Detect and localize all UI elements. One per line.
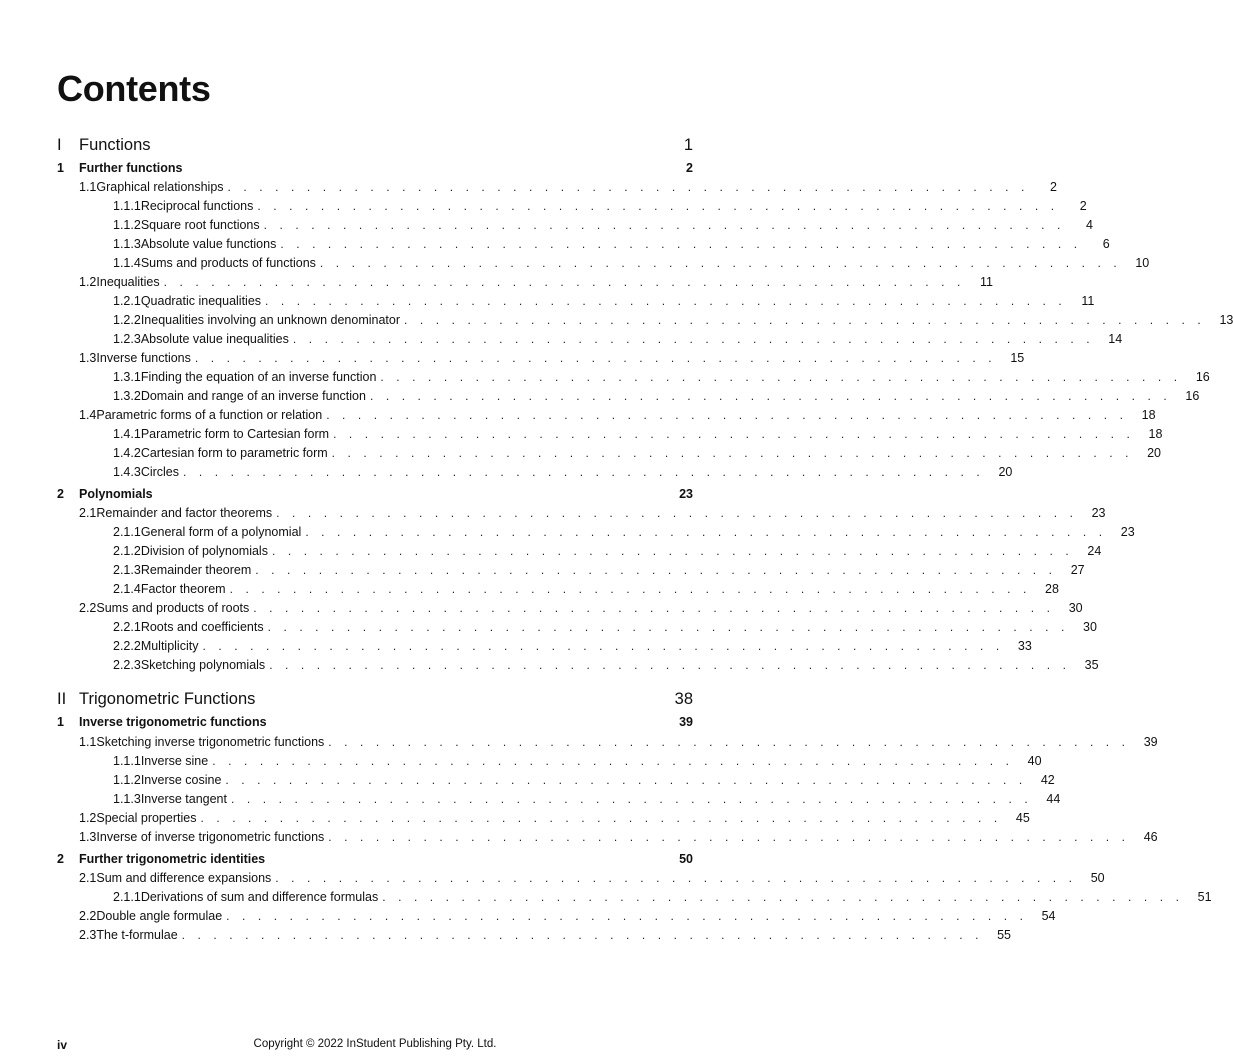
subsection-number: 1.4.1 <box>113 427 141 441</box>
subsection-page: 20 <box>1147 446 1162 460</box>
chapter-page: 23 <box>679 487 693 501</box>
subsection-number: 1.1.3 <box>113 237 141 251</box>
toc-subsection[interactable] <box>57 563 1085 577</box>
toc-subsection[interactable] <box>57 544 1102 558</box>
dot-leader: . . . . . . . . . . . . . . . . . . . . . . . . . . . . . . . . . . . . . . . . . . . . . . . . . . . <box>226 909 1028 923</box>
section-page: 50 <box>1090 871 1105 885</box>
section-title: Special properties <box>96 811 197 825</box>
subsection-title: Absolute value functions <box>140 237 277 251</box>
section-number: 2.1 <box>79 506 97 520</box>
toc-subsection[interactable] <box>57 620 1097 634</box>
section-title: Inequalities <box>96 275 160 289</box>
dot-leader: . . . . . . . . . . . . . . . . . . . . . . . . . . . . . . . . . . . . . . . . . . . . . . . . . . . <box>230 792 1033 806</box>
toc-subsection[interactable] <box>57 639 1032 653</box>
subsection-title: Roots and coefficients <box>140 620 264 634</box>
subsection-title: Sums and products of functions <box>140 256 316 270</box>
subsection-number: 1.1.1 <box>113 199 141 213</box>
dot-leader: . . . . . . . . . . . . . . . . . . . . . . . . . . . . . . . . . . . . . . . . . . . . . . . . . . . <box>202 639 1004 653</box>
chapter-number: 2 <box>57 487 64 501</box>
section-number: 1.3 <box>79 351 97 365</box>
subsection-title: Reciprocal functions <box>140 199 254 213</box>
toc-chapter[interactable] <box>57 852 693 866</box>
subsection-page: 28 <box>1045 582 1059 596</box>
subsection-number: 2.2.2 <box>113 639 141 653</box>
toc-part[interactable] <box>57 690 693 709</box>
section-number: 2.3 <box>79 928 97 942</box>
chapter-page: 39 <box>679 715 693 729</box>
subsection-page: 42 <box>1040 773 1055 787</box>
section-title: Sketching inverse trigonometric functions <box>96 735 325 749</box>
section-page: 55 <box>997 928 1012 942</box>
section-number: 1.1 <box>79 180 97 194</box>
toc-section[interactable] <box>57 275 993 289</box>
section-number: 1.4 <box>79 408 97 422</box>
subsection-page: 44 <box>1046 792 1061 806</box>
section-title: Parametric forms of a function or relation <box>96 408 323 422</box>
subsection-number: 2.1.4 <box>113 582 141 596</box>
copyright-notice: Copyright © 2022 InStudent Publishing Pty. Ltd. <box>253 1038 497 1050</box>
section-title: Graphical relationships <box>96 180 224 194</box>
part-title: Trigonometric Functions <box>79 690 256 708</box>
section-page: 45 <box>1015 811 1030 825</box>
subsection-page: 33 <box>1017 639 1032 653</box>
toc-subsection[interactable] <box>57 370 1210 384</box>
section-title: Inverse of inverse trigonometric functions <box>96 830 325 844</box>
toc-section[interactable] <box>57 180 1057 194</box>
subsection-title: Absolute value inequalities <box>140 332 289 346</box>
dot-leader: . . . . . . . . . . . . . . . . . . . . . . . . . . . . . . . . . . . . . . . . . . . . . . . . . . . <box>292 332 1095 346</box>
subsection-page: 16 <box>1185 389 1200 403</box>
subsection-number: 1.1.2 <box>113 773 141 787</box>
dot-leader: . . . . . . . . . . . . . . . . . . . . . . . . . . . . . . . . . . . . . . . . . . . . . . . . . . . <box>305 525 1107 539</box>
toc-chapter[interactable] <box>57 715 693 729</box>
subsection-title: Cartesian form to parametric form <box>140 446 328 460</box>
dot-leader: . . . . . . . . . . . . . . . . . . . . . . . . . . . . . . . . . . . . . . . . . . . . . . . . . . . <box>326 408 1128 422</box>
toc-section[interactable] <box>57 408 1156 422</box>
subsection-number: 1.3.1 <box>113 370 141 384</box>
toc-subsection[interactable] <box>57 582 1059 596</box>
chapter-title: Further trigonometric identities <box>79 852 266 866</box>
toc-chapter[interactable] <box>57 487 693 501</box>
section-title: Sum and difference expansions <box>96 871 272 885</box>
chapter-number: 2 <box>57 852 64 866</box>
dot-leader: . . . . . . . . . . . . . . . . . . . . . . . . . . . . . . . . . . . . . . . . . . . . . . . . . . . <box>265 294 1067 308</box>
subsection-number: 2.1.1 <box>113 890 141 904</box>
section-title: Remainder and factor theorems <box>96 506 273 520</box>
chapter-number: 1 <box>57 715 64 729</box>
toc-subsection[interactable] <box>57 658 1099 672</box>
toc-chapter[interactable] <box>57 161 693 175</box>
toc-section[interactable] <box>57 735 1158 749</box>
dot-leader: . . . . . . . . . . . . . . . . . . . . . . . . . . . . . . . . . . . . . . . . . . . . . . . . . . . <box>263 218 1065 232</box>
dot-leader: . . . . . . . . . . . . . . . . . . . . . . . . . . . . . . . . . . . . . . . . . . . . . . . . . . . <box>380 370 1182 384</box>
toc-subsection[interactable] <box>57 446 1162 460</box>
dot-leader: . . . . . . . . . . . . . . . . . . . . . . . . . . . . . . . . . . . . . . . . . . . . . . . . . . . <box>194 351 997 365</box>
subsection-title: Inequalities involving an unknown denominator <box>140 313 401 327</box>
toc-subsection[interactable] <box>57 237 1110 251</box>
toc-section[interactable] <box>57 871 1105 885</box>
part-number: II <box>57 690 67 708</box>
subsection-number: 2.1.1 <box>113 525 141 539</box>
page-number: iv <box>57 1038 68 1052</box>
subsection-number: 1.2.1 <box>113 294 141 308</box>
subsection-title: General form of a polynomial <box>140 525 302 539</box>
dot-leader: . . . . . . . . . . . . . . . . . . . . . . . . . . . . . . . . . . . . . . . . . . . . . . . . . . . <box>225 773 1027 787</box>
subsection-page: 23 <box>1120 525 1135 539</box>
section-page: 11 <box>980 275 993 289</box>
section-number: 1.2 <box>79 811 97 825</box>
subsection-title: Multiplicity <box>140 639 199 653</box>
section-title: Sums and products of roots <box>96 601 250 615</box>
subsection-title: Inverse sine <box>140 754 209 768</box>
section-title: The t-formulae <box>96 928 178 942</box>
subsection-title: Parametric form to Cartesian form <box>140 427 330 441</box>
section-page: 39 <box>1143 735 1158 749</box>
subsection-title: Quadratic inequalities <box>140 294 262 308</box>
toc-subsection[interactable] <box>57 199 1087 213</box>
subsection-page: 20 <box>998 465 1013 479</box>
part-title: Functions <box>79 136 151 154</box>
subsection-number: 1.1.2 <box>113 218 141 232</box>
part-page: 1 <box>683 136 693 154</box>
toc-section[interactable] <box>57 909 1056 923</box>
subsection-number: 2.2.1 <box>113 620 141 634</box>
subsection-page: 2 <box>1079 199 1087 213</box>
toc-section[interactable] <box>57 351 1025 365</box>
toc-subsection[interactable] <box>57 465 1013 479</box>
toc-section[interactable] <box>57 928 1012 942</box>
dot-leader: . . . . . . . . . . . . . . . . . . . . . . . . . . . . . . . . . . . . . . . . . . . . . . . . . . . <box>328 735 1130 749</box>
section-number: 1.3 <box>79 830 97 844</box>
dot-leader: . . . . . . . . . . . . . . . . . . . . . . . . . . . . . . . . . . . . . . . . . . . . . . . . . . . <box>267 620 1069 634</box>
subsection-page: 11 <box>1081 294 1095 308</box>
toc-subsection[interactable] <box>57 890 1212 904</box>
dot-leader: . . . . . . . . . . . . . . . . . . . . . . . . . . . . . . . . . . . . . . . . . . . . . . . . . . . <box>183 465 985 479</box>
section-number: 2.1 <box>79 871 97 885</box>
subsection-page: 13 <box>1219 313 1233 327</box>
dot-leader: . . . . . . . . . . . . . . . . . . . . . . . . . . . . . . . . . . . . . . . . . . . . . . . . . . . <box>181 928 984 942</box>
toc-subsection[interactable] <box>57 773 1055 787</box>
subsection-title: Domain and range of an inverse function <box>140 389 366 403</box>
toc-subsection[interactable] <box>57 218 1093 232</box>
chapter-number: 1 <box>57 161 64 175</box>
subsection-title: Circles <box>140 465 180 479</box>
subsection-number: 1.1.3 <box>113 792 141 806</box>
section-page: 46 <box>1143 830 1158 844</box>
dot-leader: . . . . . . . . . . . . . . . . . . . . . . . . . . . . . . . . . . . . . . . . . . . . . . . . . . . <box>369 389 1172 403</box>
dot-leader: . . . . . . . . . . . . . . . . . . . . . . . . . . . . . . . . . . . . . . . . . . . . . . . . . . . <box>280 237 1082 251</box>
dot-leader: . . . . . . . . . . . . . . . . . . . . . . . . . . . . . . . . . . . . . . . . . . . . . . . . . . . <box>257 199 1059 213</box>
dot-leader: . . . . . . . . . . . . . . . . . . . . . . . . . . . . . . . . . . . . . . . . . . . . . . . . . . . <box>229 582 1031 596</box>
subsection-title: Inverse cosine <box>140 773 222 787</box>
chapter-title: Inverse trigonometric functions <box>79 715 267 729</box>
dot-leader: . . . . . . . . . . . . . . . . . . . . . . . . . . . . . . . . . . . . . . . . . . . . . . . . . . . <box>331 446 1134 460</box>
dot-leader: . . . . . . . . . . . . . . . . . . . . . . . . . . . . . . . . . . . . . . . . . . . . . . . . . . . <box>275 871 1077 885</box>
chapter-title: Polynomials <box>79 487 153 501</box>
subsection-title: Finding the equation of an inverse function <box>140 370 377 384</box>
subsection-title: Derivations of sum and difference formulas <box>140 890 379 904</box>
toc-subsection[interactable] <box>57 389 1200 403</box>
subsection-title: Square root functions <box>140 218 260 232</box>
section-title: Double angle formulae <box>96 909 223 923</box>
toc-subsection[interactable] <box>57 427 1163 441</box>
section-page: 15 <box>1010 351 1025 365</box>
section-number: 2.2 <box>79 601 97 615</box>
dot-leader: . . . . . . . . . . . . . . . . . . . . . . . . . . . . . . . . . . . . . . . . . . . . . . . . . . . <box>276 506 1078 520</box>
subsection-page: 18 <box>1148 427 1163 441</box>
dot-leader: . . . . . . . . . . . . . . . . . . . . . . . . . . . . . . . . . . . . . . . . . . . . . . . . . . . <box>319 256 1122 270</box>
toc-section[interactable] <box>57 506 1106 520</box>
dot-leader: . . . . . . . . . . . . . . . . . . . . . . . . . . . . . . . . . . . . . . . . . . . . . . . . . . . <box>255 563 1057 577</box>
subsection-number: 2.1.2 <box>113 544 141 558</box>
dot-leader: . . . . . . . . . . . . . . . . . . . . . . . . . . . . . . . . . . . . . . . . . . . . . . . . . . . <box>253 601 1055 615</box>
section-number: 1.2 <box>79 275 97 289</box>
subsection-title: Sketching polynomials <box>140 658 266 672</box>
section-page: 30 <box>1068 601 1083 615</box>
subsection-page: 10 <box>1135 256 1150 270</box>
subsection-title: Remainder theorem <box>140 563 252 577</box>
subsection-page: 51 <box>1197 890 1212 904</box>
subsection-number: 1.3.2 <box>113 389 141 403</box>
subsection-number: 2.1.3 <box>113 563 141 577</box>
part-page: 38 <box>674 690 693 708</box>
toc-section[interactable] <box>57 830 1158 844</box>
subsection-page: 35 <box>1084 658 1099 672</box>
dot-leader: . . . . . . . . . . . . . . . . . . . . . . . . . . . . . . . . . . . . . . . . . . . . . . . . . . . <box>163 275 965 289</box>
page-title: Contents <box>57 68 211 109</box>
subsection-page: 27 <box>1070 563 1085 577</box>
section-title: Inverse functions <box>96 351 191 365</box>
subsection-title: Factor theorem <box>140 582 226 596</box>
subsection-number: 1.1.4 <box>113 256 141 270</box>
toc-subsection[interactable] <box>57 294 1095 308</box>
section-page: 2 <box>1049 180 1057 194</box>
dot-leader: . . . . . . . . . . . . . . . . . . . . . . . . . . . . . . . . . . . . . . . . . . . . . . . . . . . <box>333 427 1135 441</box>
dot-leader: . . . . . . . . . . . . . . . . . . . . . . . . . . . . . . . . . . . . . . . . . . . . . . . . . . . <box>227 180 1029 194</box>
subsection-page: 4 <box>1086 218 1093 232</box>
subsection-page: 14 <box>1108 332 1123 346</box>
toc-subsection[interactable] <box>57 754 1042 768</box>
toc-section[interactable] <box>57 601 1083 615</box>
chapter-page: 2 <box>686 161 693 175</box>
dot-leader: . . . . . . . . . . . . . . . . . . . . . . . . . . . . . . . . . . . . . . . . . . . . . . . . . . . <box>212 754 1014 768</box>
toc-subsection[interactable] <box>57 256 1150 270</box>
subsection-number: 1.2.2 <box>113 313 141 327</box>
subsection-number: 1.4.3 <box>113 465 141 479</box>
subsection-title: Inverse tangent <box>140 792 227 806</box>
section-number: 2.2 <box>79 909 97 923</box>
dot-leader: . . . . . . . . . . . . . . . . . . . . . . . . . . . . . . . . . . . . . . . . . . . . . . . . . . . <box>269 658 1071 672</box>
subsection-title: Division of polynomials <box>140 544 268 558</box>
section-page: 54 <box>1041 909 1056 923</box>
dot-leader: . . . . . . . . . . . . . . . . . . . . . . . . . . . . . . . . . . . . . . . . . . . . . . . . . . . <box>328 830 1130 844</box>
subsection-number: 1.4.2 <box>113 446 141 460</box>
subsection-number: 2.2.3 <box>113 658 141 672</box>
part-number: I <box>57 136 62 154</box>
toc-part[interactable] <box>57 136 693 155</box>
subsection-page: 40 <box>1027 754 1042 768</box>
dot-leader: . . . . . . . . . . . . . . . . . . . . . . . . . . . . . . . . . . . . . . . . . . . . . . . . . . . <box>404 313 1206 327</box>
chapter-title: Further functions <box>79 161 183 175</box>
dot-leader: . . . . . . . . . . . . . . . . . . . . . . . . . . . . . . . . . . . . . . . . . . . . . . . . . . . <box>382 890 1184 904</box>
toc-section[interactable] <box>57 811 1030 825</box>
toc-subsection[interactable] <box>57 332 1123 346</box>
toc-subsection[interactable] <box>57 792 1061 806</box>
subsection-page: 6 <box>1102 237 1110 251</box>
toc-subsection[interactable] <box>57 313 1233 327</box>
section-number: 1.1 <box>79 735 97 749</box>
dot-leader: . . . . . . . . . . . . . . . . . . . . . . . . . . . . . . . . . . . . . . . . . . . . . . . . . . . <box>271 544 1074 558</box>
subsection-number: 1.1.1 <box>113 754 141 768</box>
chapter-page: 50 <box>679 852 693 866</box>
dot-leader: . . . . . . . . . . . . . . . . . . . . . . . . . . . . . . . . . . . . . . . . . . . . . . . . . . . <box>200 811 1002 825</box>
subsection-page: 16 <box>1195 370 1210 384</box>
section-page: 23 <box>1091 506 1106 520</box>
section-page: 18 <box>1141 408 1156 422</box>
subsection-number: 1.2.3 <box>113 332 141 346</box>
toc-subsection[interactable] <box>57 525 1135 539</box>
subsection-page: 30 <box>1083 620 1097 634</box>
subsection-page: 24 <box>1087 544 1102 558</box>
